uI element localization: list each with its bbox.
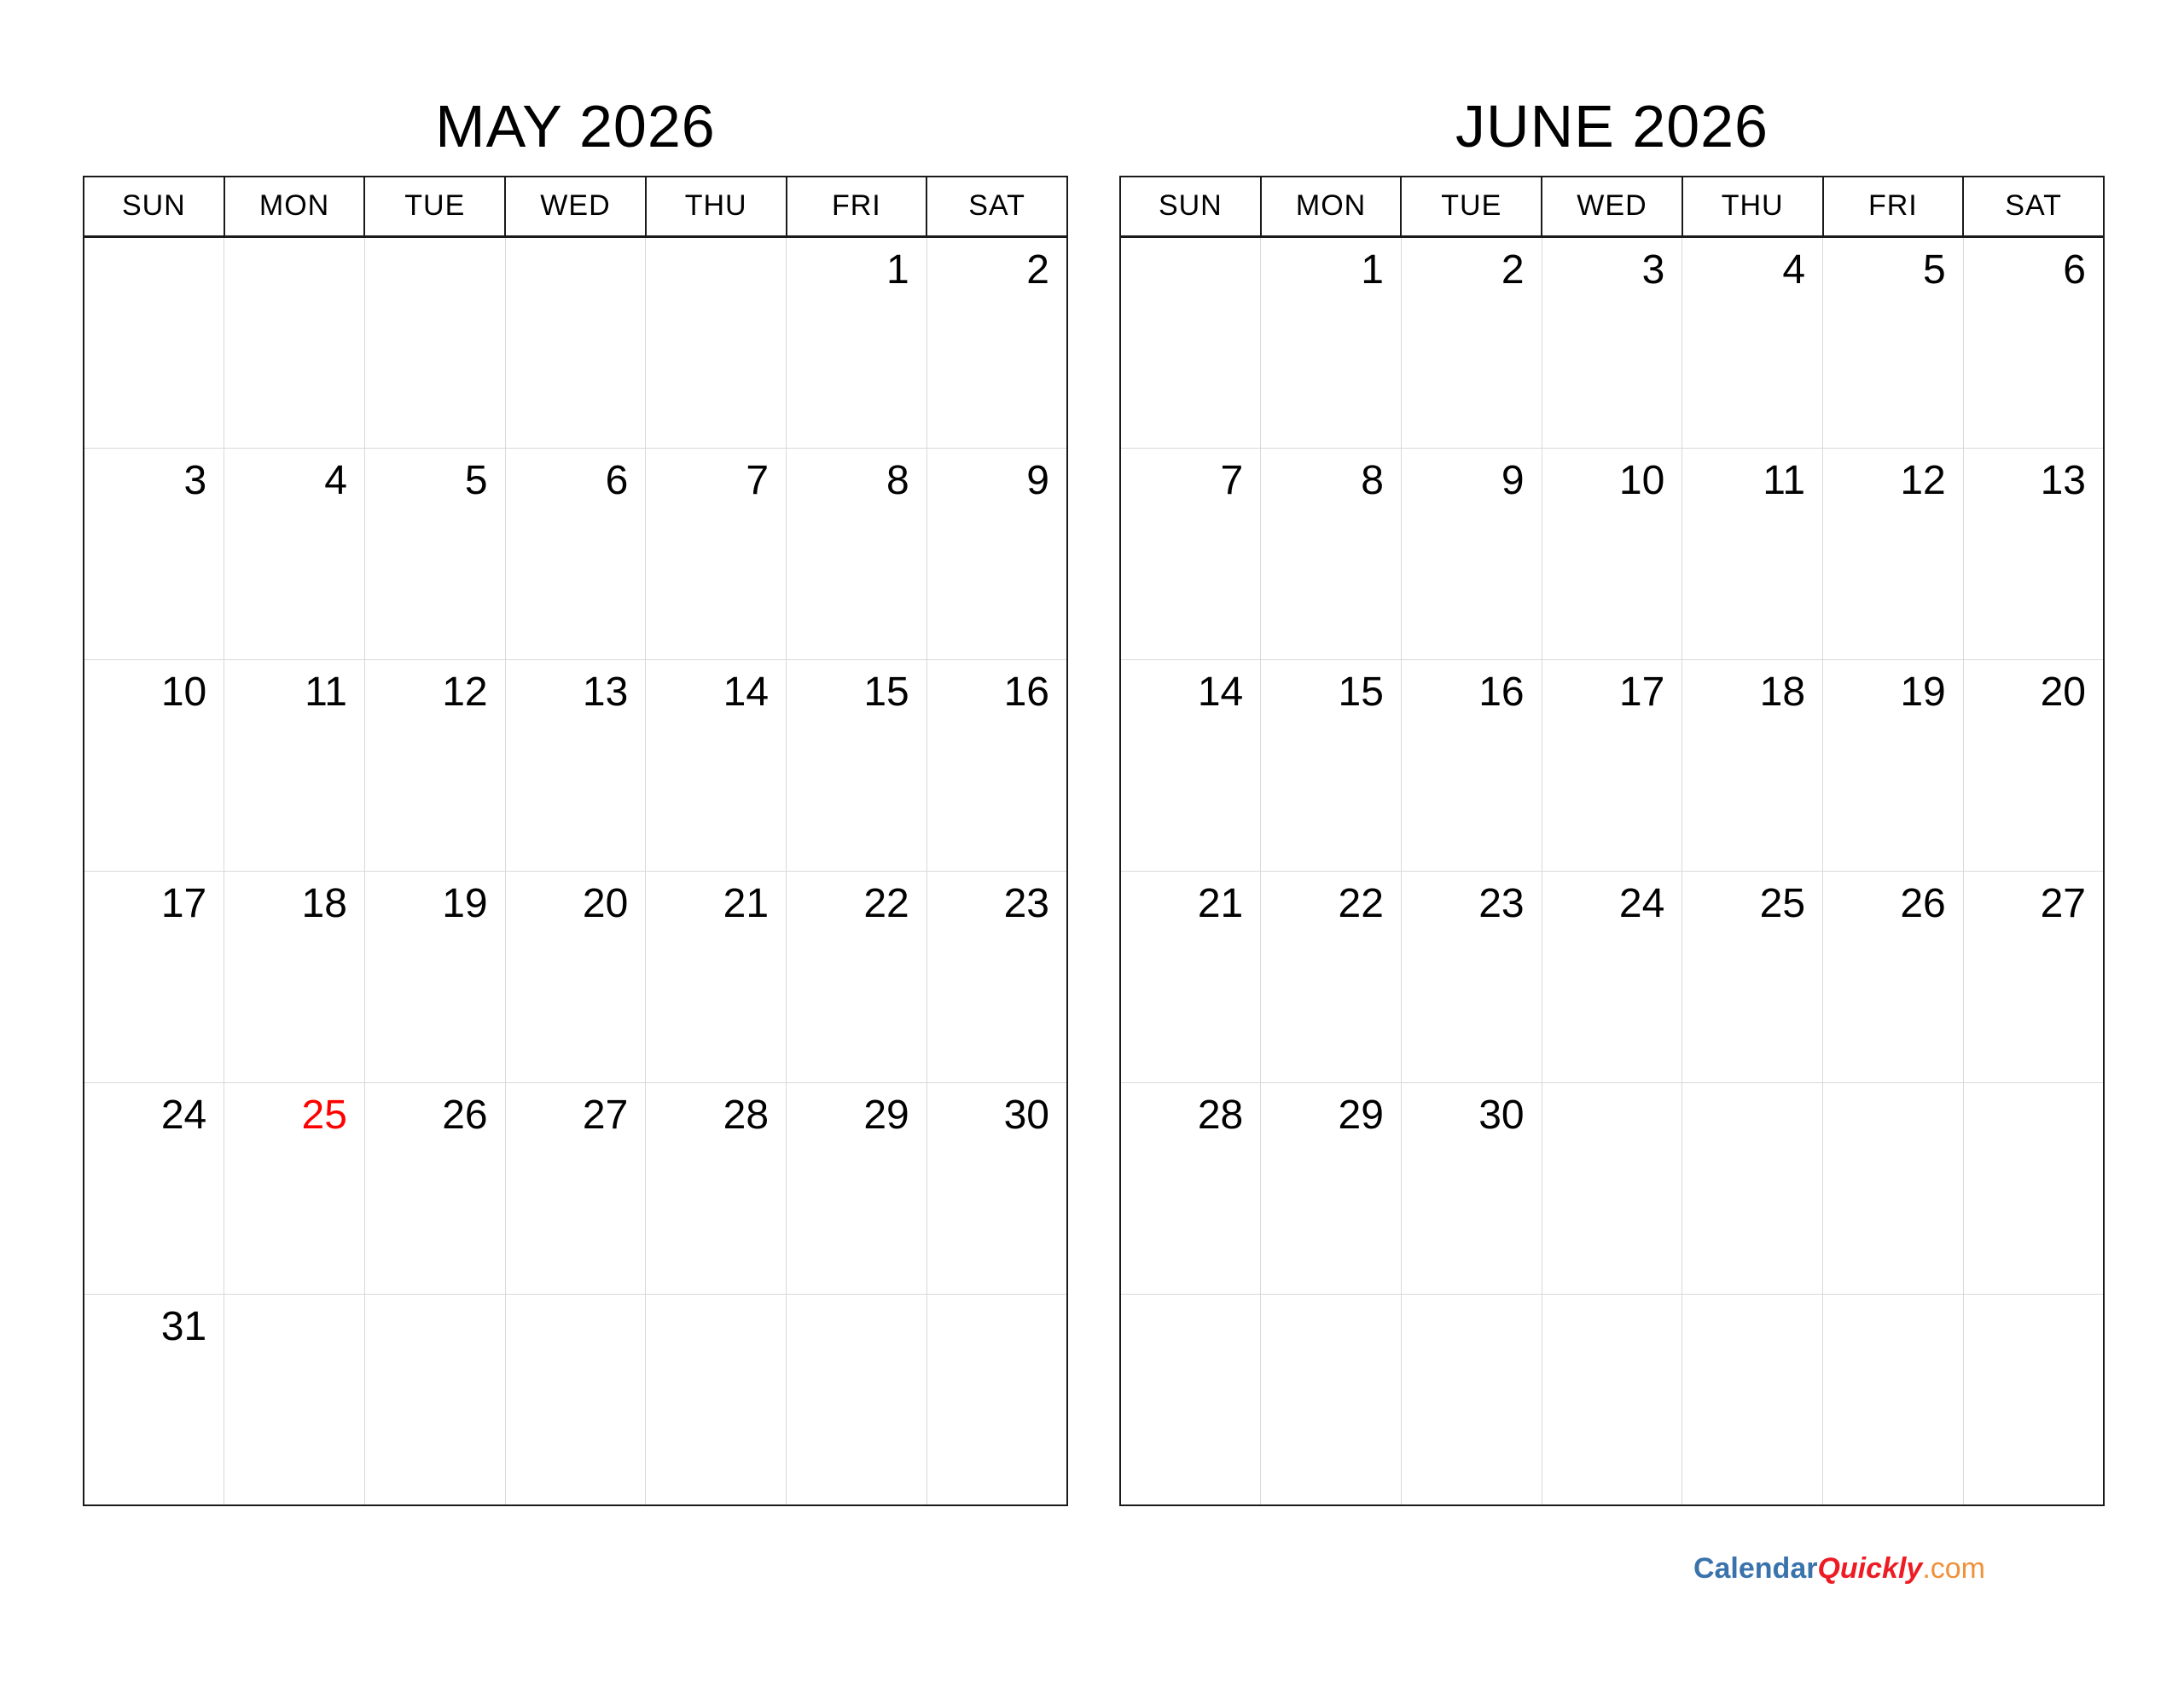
day-cell-empty — [926, 1294, 1067, 1505]
week-row — [1120, 236, 2104, 448]
day-cell-may-25: 25 — [224, 1082, 365, 1294]
day-cell-june-19: 19 — [1823, 659, 1964, 871]
calendar-title-june: JUNE 2026 — [1455, 93, 1769, 159]
day-cell-empty — [1542, 1294, 1682, 1505]
day-cell-may-27: 27 — [505, 1082, 646, 1294]
day-cell-june-3: 3 — [1542, 236, 1682, 448]
week-row — [84, 448, 1067, 659]
day-cell-may-29: 29 — [787, 1082, 927, 1294]
weekday-header-sun: SUN — [1120, 177, 1261, 236]
day-cell-may-15: 15 — [787, 659, 927, 871]
weekday-header-row — [1120, 177, 2104, 236]
site-logo-com: .com — [1922, 1552, 1985, 1585]
day-cell-june-12: 12 — [1823, 448, 1964, 659]
day-cell-may-7: 7 — [646, 448, 787, 659]
day-cell-may-22: 22 — [787, 871, 927, 1082]
day-cell-june-6: 6 — [1963, 236, 2104, 448]
day-cell-empty — [1401, 1294, 1542, 1505]
day-cell-empty — [1261, 1294, 1402, 1505]
day-cell-empty — [787, 1294, 927, 1505]
day-cell-empty — [1823, 1082, 1964, 1294]
day-cell-june-17: 17 — [1542, 659, 1682, 871]
weekday-header-tue: TUE — [1401, 177, 1542, 236]
site-logo-calendar: Calendar — [1693, 1552, 1818, 1585]
day-cell-empty — [646, 1294, 787, 1505]
day-cell-may-11: 11 — [224, 659, 365, 871]
day-cell-june-7: 7 — [1120, 448, 1261, 659]
day-cell-june-14: 14 — [1120, 659, 1261, 871]
day-cell-may-31: 31 — [84, 1294, 224, 1505]
day-cell-empty — [84, 236, 224, 448]
day-cell-june-15: 15 — [1261, 659, 1402, 871]
week-row — [1120, 448, 2104, 659]
week-row — [1120, 659, 2104, 871]
day-cell-empty — [1682, 1294, 1823, 1505]
weekday-header-wed: WED — [505, 177, 646, 236]
calendar-grid-may — [83, 176, 1068, 1506]
day-cell-june-28: 28 — [1120, 1082, 1261, 1294]
day-cell-may-23: 23 — [926, 871, 1067, 1082]
day-cell-may-20: 20 — [505, 871, 646, 1082]
day-cell-may-14: 14 — [646, 659, 787, 871]
day-cell-june-1: 1 — [1261, 236, 1402, 448]
day-cell-june-18: 18 — [1682, 659, 1823, 871]
day-cell-may-17: 17 — [84, 871, 224, 1082]
day-cell-empty — [1963, 1294, 2104, 1505]
day-cell-empty — [1542, 1082, 1682, 1294]
calendar-body — [84, 236, 1067, 1505]
day-cell-empty — [1682, 1082, 1823, 1294]
weekday-header-wed: WED — [1542, 177, 1682, 236]
day-cell-june-30: 30 — [1401, 1082, 1542, 1294]
week-row — [84, 236, 1067, 448]
weekday-header-tue: TUE — [364, 177, 505, 236]
calendar-title-may: MAY 2026 — [435, 93, 716, 159]
weekday-header-row — [84, 177, 1067, 236]
weekday-header-sun: SUN — [84, 177, 224, 236]
week-row — [84, 871, 1067, 1082]
weekday-header-fri: FRI — [787, 177, 927, 236]
week-row — [1120, 1294, 2104, 1505]
week-row — [84, 659, 1067, 871]
weekday-header-sat: SAT — [1963, 177, 2104, 236]
day-cell-june-24: 24 — [1542, 871, 1682, 1082]
day-cell-may-24: 24 — [84, 1082, 224, 1294]
day-cell-june-20: 20 — [1963, 659, 2104, 871]
day-cell-june-11: 11 — [1682, 448, 1823, 659]
day-cell-june-8: 8 — [1261, 448, 1402, 659]
week-row — [84, 1082, 1067, 1294]
calendar-grid-june — [1119, 176, 2105, 1506]
calendar-body — [1120, 236, 2104, 1505]
day-cell-june-26: 26 — [1823, 871, 1964, 1082]
day-cell-may-5: 5 — [364, 448, 505, 659]
weekday-header-sat: SAT — [926, 177, 1067, 236]
day-cell-june-22: 22 — [1261, 871, 1402, 1082]
day-cell-empty — [505, 236, 646, 448]
weekday-header-row — [84, 177, 1067, 236]
day-cell-may-4: 4 — [224, 448, 365, 659]
weekday-header-fri: FRI — [1823, 177, 1964, 236]
day-cell-may-21: 21 — [646, 871, 787, 1082]
weekday-header-mon: MON — [224, 177, 365, 236]
day-cell-june-21: 21 — [1120, 871, 1261, 1082]
day-cell-empty — [224, 236, 365, 448]
day-cell-may-30: 30 — [926, 1082, 1067, 1294]
site-logo-quickly: Quickly — [1817, 1552, 1923, 1585]
site-logo — [1693, 1552, 1985, 1586]
day-cell-may-3: 3 — [84, 448, 224, 659]
week-row — [84, 1294, 1067, 1505]
week-row — [1120, 871, 2104, 1082]
day-cell-may-8: 8 — [787, 448, 927, 659]
day-cell-empty — [1120, 236, 1261, 448]
day-cell-empty — [505, 1294, 646, 1505]
day-cell-empty — [1120, 1294, 1261, 1505]
day-cell-may-6: 6 — [505, 448, 646, 659]
day-cell-may-12: 12 — [364, 659, 505, 871]
day-cell-june-27: 27 — [1963, 871, 2104, 1082]
day-cell-june-13: 13 — [1963, 448, 2104, 659]
day-cell-june-5: 5 — [1823, 236, 1964, 448]
day-cell-may-16: 16 — [926, 659, 1067, 871]
day-cell-june-4: 4 — [1682, 236, 1823, 448]
day-cell-may-9: 9 — [926, 448, 1067, 659]
day-cell-empty — [646, 236, 787, 448]
day-cell-june-10: 10 — [1542, 448, 1682, 659]
day-cell-june-16: 16 — [1401, 659, 1542, 871]
week-row — [1120, 1082, 2104, 1294]
day-cell-empty — [224, 1294, 365, 1505]
day-cell-may-2: 2 — [926, 236, 1067, 448]
day-cell-may-19: 19 — [364, 871, 505, 1082]
day-cell-may-1: 1 — [787, 236, 927, 448]
day-cell-may-18: 18 — [224, 871, 365, 1082]
day-cell-empty — [364, 1294, 505, 1505]
weekday-header-mon: MON — [1261, 177, 1402, 236]
day-cell-may-26: 26 — [364, 1082, 505, 1294]
day-cell-empty — [364, 236, 505, 448]
weekday-header-thu: THU — [1682, 177, 1823, 236]
day-cell-june-2: 2 — [1401, 236, 1542, 448]
day-cell-may-28: 28 — [646, 1082, 787, 1294]
day-cell-may-10: 10 — [84, 659, 224, 871]
day-cell-june-23: 23 — [1401, 871, 1542, 1082]
day-cell-june-29: 29 — [1261, 1082, 1402, 1294]
day-cell-june-9: 9 — [1401, 448, 1542, 659]
day-cell-empty — [1963, 1082, 2104, 1294]
day-cell-may-13: 13 — [505, 659, 646, 871]
weekday-header-thu: THU — [646, 177, 787, 236]
day-cell-june-25: 25 — [1682, 871, 1823, 1082]
weekday-header-row — [1120, 177, 2104, 236]
day-cell-empty — [1823, 1294, 1964, 1505]
